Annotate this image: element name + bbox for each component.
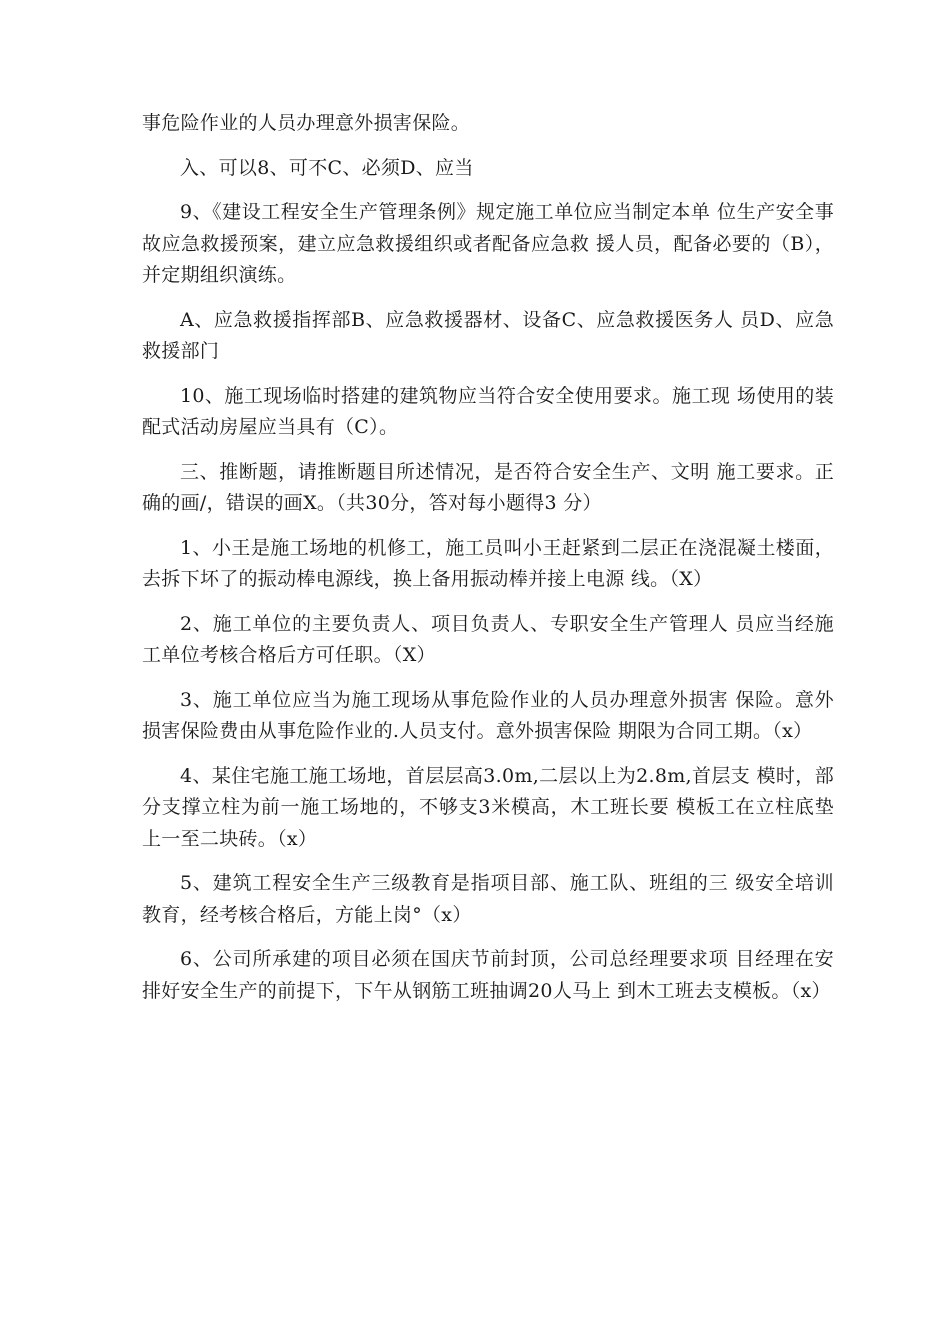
question-9: 9、《建设工程安全生产管理条例》规定施工单位应当制定本单 位生产安全事故应急救援预案，建立应急救援组织或者配备应急救 援人员，配备必要的（B），并定期组织演练。 [142, 201, 834, 286]
question-9-options: A、应急救援指挥部B、应急救援器材、设备C、应急救援医务人 员D、应急救援部门 [142, 308, 834, 362]
question-10: 10、施工现场临时搭建的建筑物应当符合安全使用要求。施工现 场使用的装配式活动房屋应当具有（C）。 [142, 384, 834, 438]
judgement-item-4: 4、某住宅施工施工场地，首层层高3.0m,二层以上为2.8m,首层支 模时，部分支撑立柱为前一施工场地的，不够支3米模高，木工班长要 模板工在立柱底垫上一至二块砖。（x） [142, 764, 834, 850]
question-8-options: 入、可以8、可不C、必须D、应当 [180, 156, 474, 179]
judgement-item-6: 6、公司所承建的项目必须在国庆节前封顶，公司总经理要求项 目经理在安排好安全生产的前提下，下午从钢筋工班抽调20人马上 到木工班去支模板。（x） [142, 948, 834, 1002]
paragraph-continuation: 事危险作业的人员办理意外损害保险。 [142, 112, 471, 134]
judgement-item-3: 3、施工单位应当为施工现场从事危险作业的人员办理意外损害 保险。意外损害保险费由从事危险作业的.人员支付。意外损害保险 期限为合同工期。（x） [142, 688, 834, 742]
section-3-heading: 三、推断题，请推断题目所述情况，是否符合安全生产、文明 施工要求。正确的画/，错误的画X。（共30分，答对每小题得3 分） [142, 460, 834, 514]
judgement-item-2: 2、施工单位的主要负责人、项目负责人、专职安全生产管理人 员应当经施工单位考核合格后方可任职。（X） [142, 612, 834, 666]
document-page [142, 108, 834, 1020]
judgement-item-1: 1、小王是施工场地的机修工，施工员叫小王赶紧到二层正在浇混凝土楼面，去拆下坏了的振动棒电源线，换上备用振动棒并接上电源 线。（X） [142, 536, 834, 590]
judgement-item-5: 5、建筑工程安全生产三级教育是指项目部、施工队、班组的三 级安全培训教育，经考核合格后，方能上岗°（x） [142, 872, 834, 926]
